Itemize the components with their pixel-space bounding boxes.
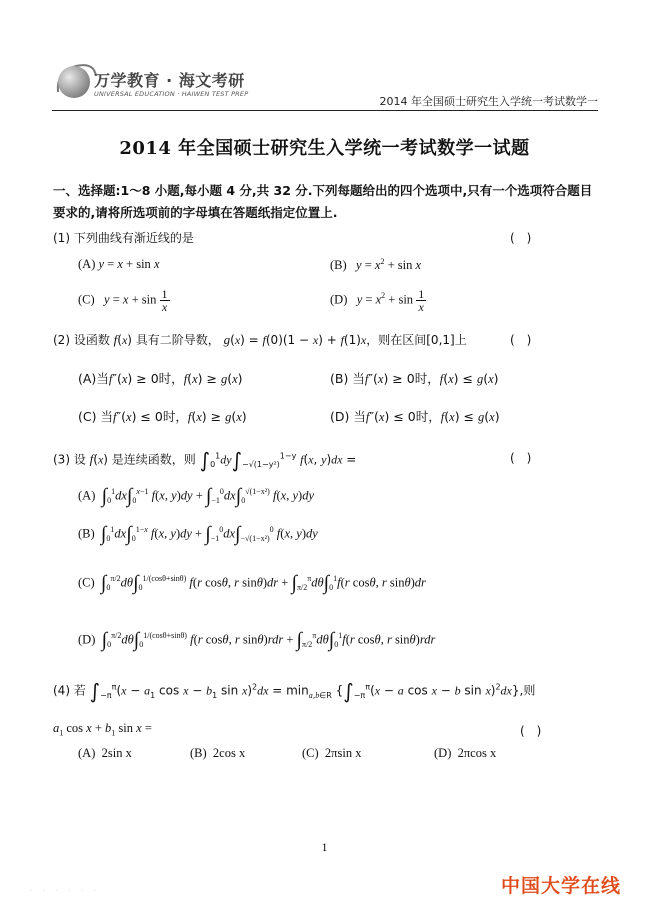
watermark: 中国大学在线 <box>500 875 621 897</box>
q2-answer-paren: ( ) <box>510 333 532 347</box>
header-divider <box>52 110 598 111</box>
q1-option-d-label: (D) <box>330 292 348 307</box>
q1-option-c-label: (C) <box>78 292 95 307</box>
q4-option-a: (A) 2sin x <box>78 746 132 760</box>
logo-globe-icon <box>58 66 90 98</box>
q2-option-a: (A)当f″(x) ≥ 0时，f(x) ≥ g(x) <box>78 371 243 386</box>
q2-option-c: (C) 当f″(x) ≤ 0时，f(x) ≥ g(x) <box>78 409 247 424</box>
section-intro: 一、选择题:1～8 小题,每小题 4 分,共 32 分.下列每题给出的四个选项中,只有一个选项符合题目要求的,请将所选项前的字母填在答题纸指定位置上. <box>53 183 593 220</box>
q1-option-d: (D) $y = x^2 + \sin$ $\frac{1}{x}$ <box>330 287 425 314</box>
q4-option-b: (B) 2cos x <box>190 746 246 760</box>
q3-option-c: (C) $\int_0^{\pi/2}d\theta\int_0^{1/(cos\theta+sin\theta)}$ f(r cosθ, r $\sin\theta)dr + \int_{\pi/2}^\pi d\theta\int_0^1f(r$ cosθ, r sinθ)dr <box>78 572 426 594</box>
q1-option-a-expr: y <box>98 257 105 271</box>
brand-subtitle: UNIVERSAL EDUCATION · HAIWEN TEST PREP <box>94 90 249 98</box>
q4-stem-line2: $a_1$ $\cos x + b_1$ sin x = <box>53 721 152 738</box>
q2-option-b: (B) 当f″(x) ≥ 0时，f(x) ≤ g(x) <box>330 371 499 386</box>
page-title: 2014 年全国硕士研究生入学统一考试数学一试题 <box>119 138 530 159</box>
brand-title: 万学教育 · 海文考研 <box>94 71 245 90</box>
q1-stem: (1) 下列曲线有渐近线的是 <box>53 231 194 245</box>
q4-option-d: (D) 2πcos x <box>434 746 497 760</box>
q2-stem: (2) 设函数 f(x) 具有二阶导数， g(x) = f(0)(1 − x) + f(1)x，则在区间[0,1]上 <box>53 332 467 347</box>
q3-stem: (3) 设 f(x) 是连续函数，则 $\int_0^1dy\int_{-√(1-y^2)}^{1-y}$ f(x, y)dx = <box>53 448 357 472</box>
q4-option-c: (C) 2πsin x <box>302 746 362 760</box>
q3-option-a: (A) $\int_0^1dx\int_0^{x-1}$ f(x, $y)dy + \int_{-1}^0dx\int_0^{√(1-x^2)}$ f(x, y)dy <box>78 485 314 507</box>
q3-option-b: (B) $\int_0^1dx\int_0^{1-x}$ f(x, $y)dy + \int_{-1}^0dx\int_{-√(1-x^2)}^0$ f(x, y)dy <box>78 523 318 545</box>
q3-option-d: (D) $\int_0^{\pi/2}d\theta\int_0^{1/(cos\theta+sin\theta)}$ f(r cosθ, r $\sin\theta)rdr + \int_{\pi/2}^\pi d\theta\int_0^1f(r$ cosθ, r sinθ)rdr <box>78 629 436 651</box>
q4-answer-paren: ( ) <box>520 724 542 738</box>
header-right-text: 2014 年全国硕士研究生入学统一考试数学一 <box>379 95 598 108</box>
q3-answer-paren: ( ) <box>510 451 532 465</box>
q1-option-b: (B) $y = x^2 + \sin x$ <box>330 257 422 273</box>
q1-answer-paren: ( ) <box>510 231 532 245</box>
q1-option-b-label: (B) <box>330 258 347 273</box>
q1-option-a: (A) y = x + sin x <box>78 257 160 271</box>
q2-option-d: (D) 当f″(x) ≤ 0时，f(x) ≤ g(x) <box>330 409 500 424</box>
page-number: 1 <box>321 840 328 854</box>
q4-stem: (4) 若 $\int_{-\pi}^\pi(x - a_1$ $\cos x - b_1$ $\sin x)^2dx = \min_{a,b\in R} \{\int_{-\pi}^\pi(x - a$ cos x − b sin x)$^2$dx},则 <box>53 679 536 703</box>
scan-noise-decoration: · · · · · · <box>30 886 100 895</box>
q1-option-c: (C) y = x + sin $\frac{1}{x}$ <box>78 287 168 314</box>
q1-option-a-label: (A) <box>78 257 96 271</box>
brand-logo <box>58 64 278 108</box>
